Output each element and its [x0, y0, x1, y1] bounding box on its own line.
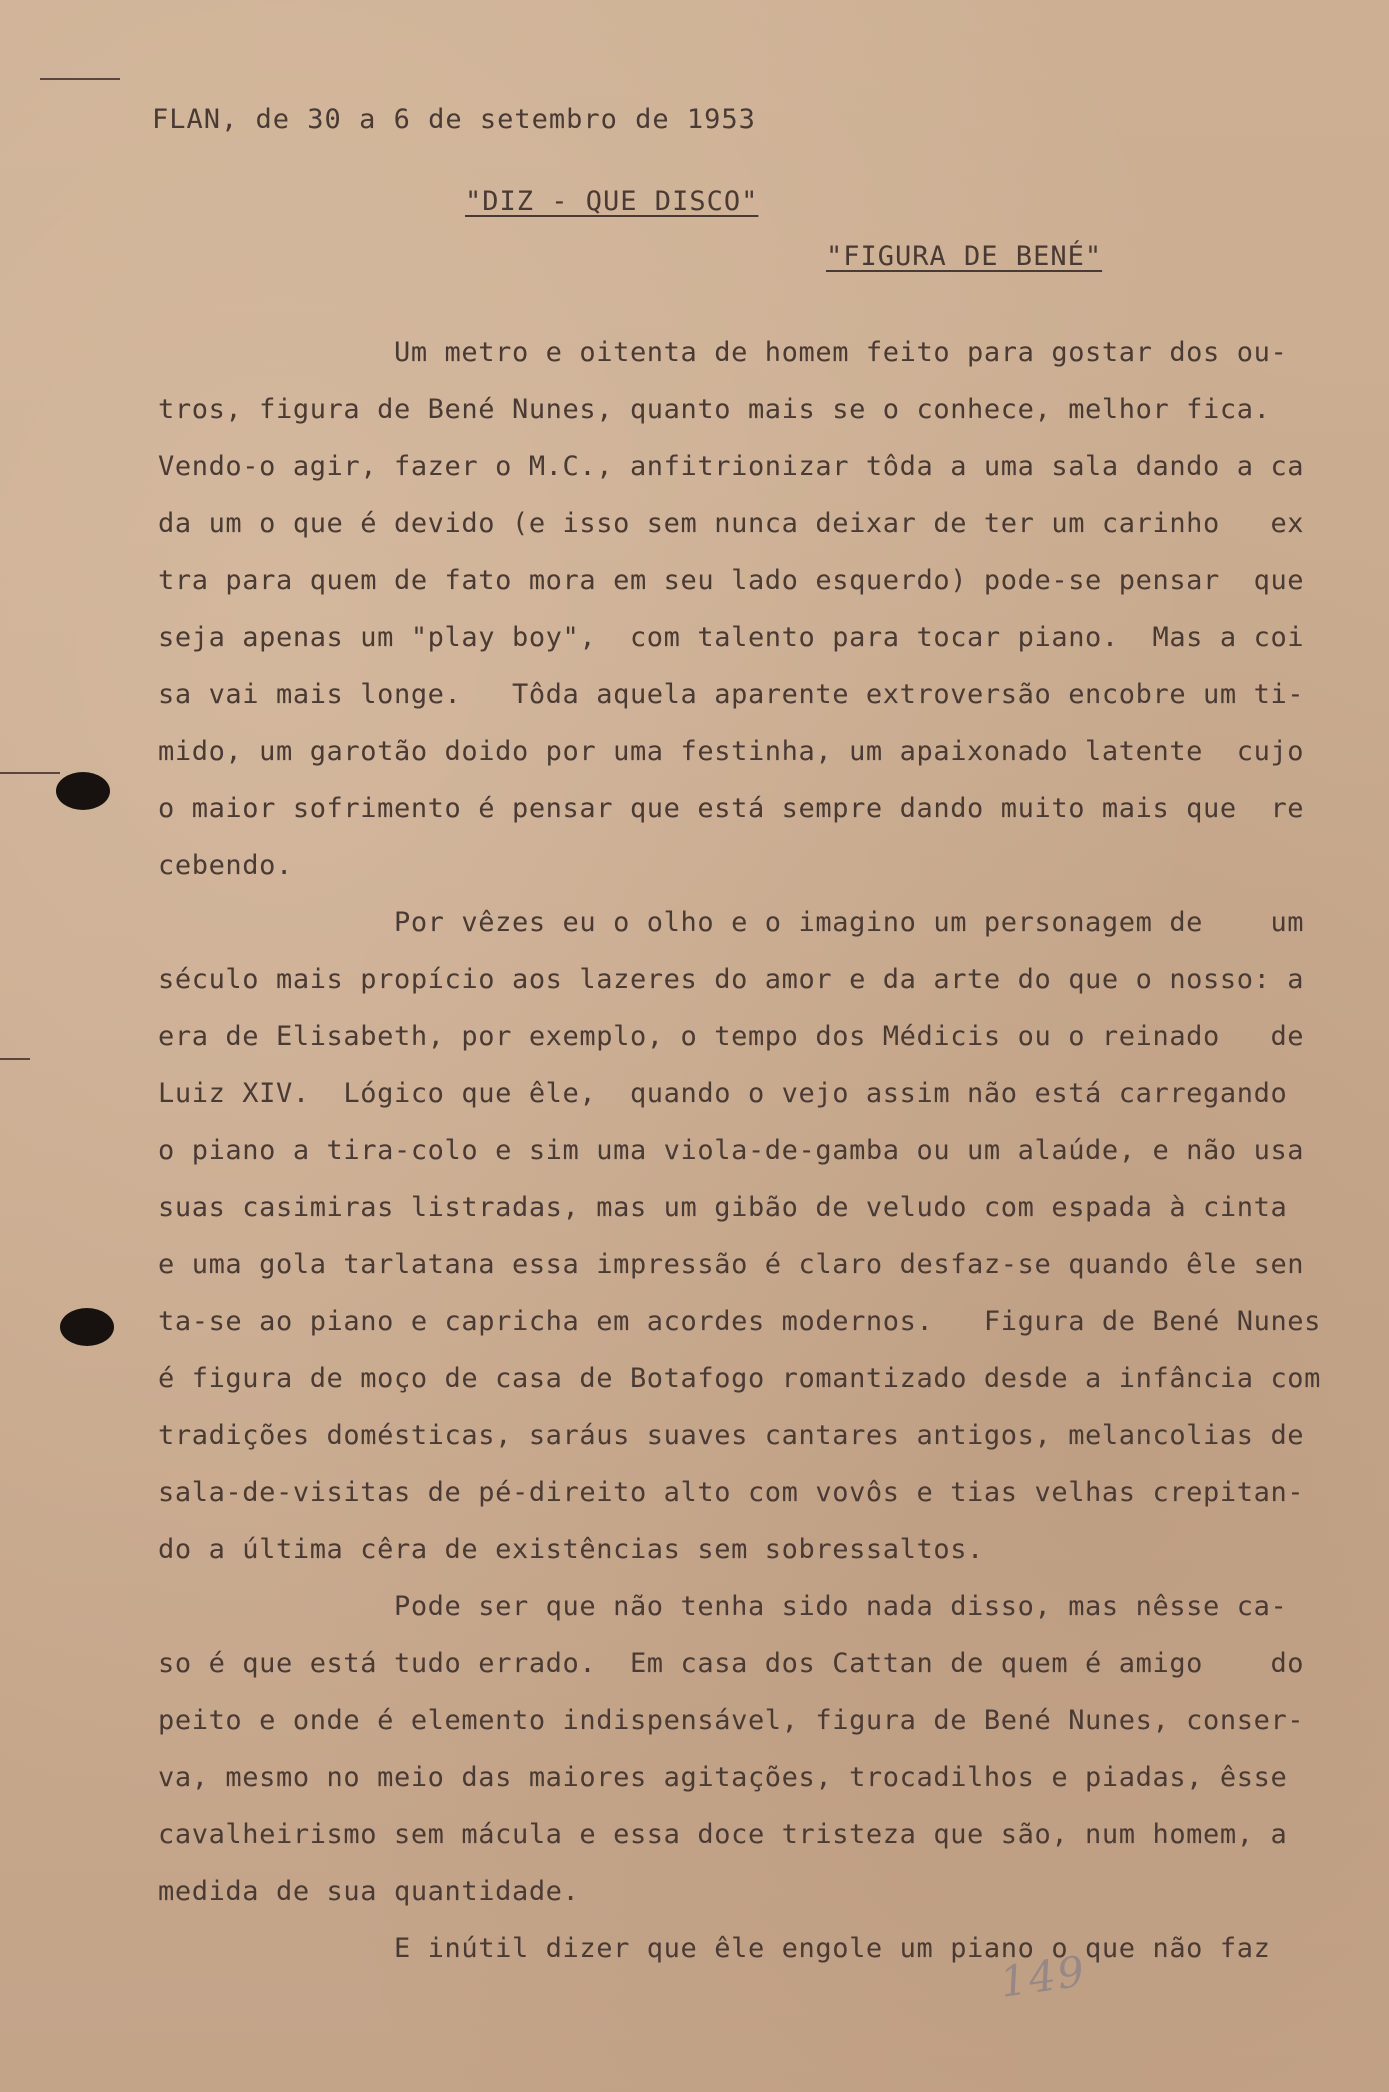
column-title: "DIZ - QUE DISCO": [465, 186, 759, 217]
body-line: peito e onde é elemento indispensável, figura de Bené Nunes, conser-: [158, 1705, 1305, 1736]
body-line: do a última cêra de existências sem sobressaltos.: [158, 1534, 984, 1565]
edge-mark: [0, 1058, 30, 1060]
body-line: suas casimiras listradas, mas um gibão de veludo com espada à cinta: [158, 1192, 1288, 1223]
body-line: Luiz XIV. Lógico que êle, quando o vejo assim não está carregando: [158, 1078, 1288, 1109]
body-line: E inútil dizer que êle engole um piano o que não faz: [158, 1933, 1271, 1964]
body-line: mido, um garotão doido por uma festinha, um apaixonado latente cujo: [158, 736, 1305, 767]
body-line: tros, figura de Bené Nunes, quanto mais se o conhece, melhor fica.: [158, 394, 1271, 425]
body-line: da um o que é devido (e isso sem nunca deixar de ter um carinho ex: [158, 508, 1305, 539]
body-line: tradições domésticas, saráus suaves cantares antigos, melancolias de: [158, 1420, 1305, 1451]
body-line: e uma gola tarlatana essa impressão é claro desfaz-se quando êle sen: [158, 1249, 1305, 1280]
dateline: FLAN, de 30 a 6 de setembro de 1953: [152, 104, 756, 135]
body-line: século mais propício aos lazeres do amor e da arte do que o nosso: a: [158, 964, 1305, 995]
edge-mark: [40, 78, 120, 80]
body-line: o piano a tira-colo e sim uma viola-de-gamba ou um alaúde, e não usa: [158, 1135, 1305, 1166]
body-line: o maior sofrimento é pensar que está sempre dando muito mais que re: [158, 793, 1305, 824]
body-line: cebendo.: [158, 850, 293, 881]
body-line: Por vêzes eu o olho e o imagino um personagem de um: [158, 907, 1305, 938]
archive-annotation: 149: [997, 1946, 1090, 2007]
body-line: medida de sua quantidade.: [158, 1876, 580, 1907]
body-line: era de Elisabeth, por exemplo, o tempo dos Médicis ou o reinado de: [158, 1021, 1305, 1052]
article-body: [158, 324, 1358, 1977]
body-line: cavalheirismo sem mácula e essa doce tristeza que são, num homem, a: [158, 1819, 1288, 1850]
body-line: Um metro e oitenta de homem feito para gostar dos ou-: [158, 337, 1288, 368]
edge-mark: [0, 772, 60, 774]
body-line: sa vai mais longe. Tôda aquela aparente extroversão encobre um ti-: [158, 679, 1305, 710]
body-line: sala-de-visitas de pé-direito alto com vovôs e tias velhas crepitan-: [158, 1477, 1305, 1508]
punch-hole: [56, 772, 110, 810]
body-line: tra para quem de fato mora em seu lado esquerdo) pode-se pensar que: [158, 565, 1305, 596]
body-line: va, mesmo no meio das maiores agitações, trocadilhos e piadas, êsse: [158, 1762, 1288, 1793]
body-line: Pode ser que não tenha sido nada disso, mas nêsse ca-: [158, 1591, 1288, 1622]
body-line: é figura de moço de casa de Botafogo romantizado desde a infância com: [158, 1363, 1322, 1394]
body-line: ta-se ao piano e capricha em acordes modernos. Figura de Bené Nunes: [158, 1306, 1322, 1337]
body-line: Vendo-o agir, fazer o M.C., anfitrionizar tôda a uma sala dando a ca: [158, 451, 1305, 482]
body-line: so é que está tudo errado. Em casa dos Cattan de quem é amigo do: [158, 1648, 1305, 1679]
article-subtitle: "FIGURA DE BENÉ": [826, 241, 1103, 272]
body-line: seja apenas um "play boy", com talento para tocar piano. Mas a coi: [158, 622, 1305, 653]
punch-hole: [60, 1308, 114, 1346]
